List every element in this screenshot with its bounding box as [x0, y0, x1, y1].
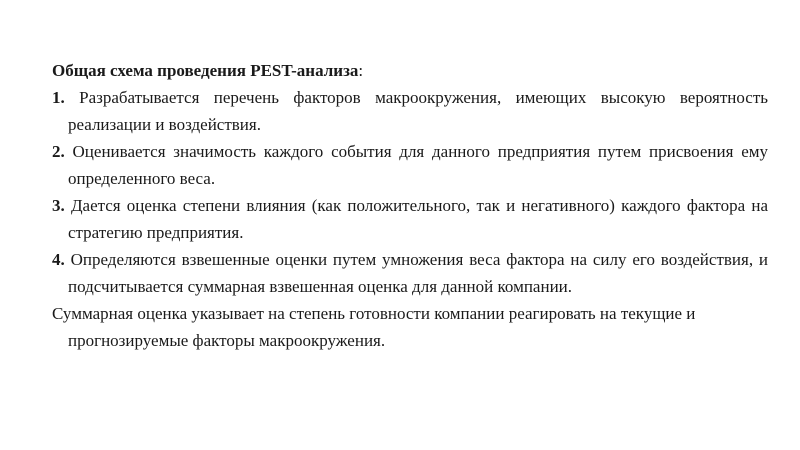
summary-text: Суммарная оценка указывает на степень готовности компании реагировать на текущие и прогнозируемые факторы макроокружения. [52, 304, 696, 350]
step-item-2 [52, 138, 768, 192]
step-item-4 [52, 246, 768, 300]
slide-title [52, 57, 768, 84]
slide-title-text: Общая схема проведения PEST-анализа [52, 61, 359, 80]
step-number: 1. [52, 88, 65, 107]
step-text: Оценивается значимость каждого события для данного предприятия путем присвоения ему определенного веса. [68, 142, 769, 188]
step-text: Дается оценка степени влияния (как положительного, так и негативного) каждого фактора на стратегию предприятия. [68, 196, 768, 242]
step-item-3 [52, 192, 768, 246]
step-number: 4. [52, 250, 65, 269]
slide-content [52, 57, 768, 354]
step-text: Определяются взвешенные оценки путем умножения веса фактора на силу его воздействия, и подсчитывается суммарная взвешенная оценка для данной компании. [68, 250, 769, 296]
step-item-1 [52, 84, 768, 138]
step-number: 2. [52, 142, 65, 161]
slide-title-colon: : [358, 61, 364, 80]
step-number: 3. [52, 196, 65, 215]
step-text: Разрабатывается перечень факторов макроокружения, имеющих высокую вероятность реализации и воздействия. [68, 88, 768, 134]
